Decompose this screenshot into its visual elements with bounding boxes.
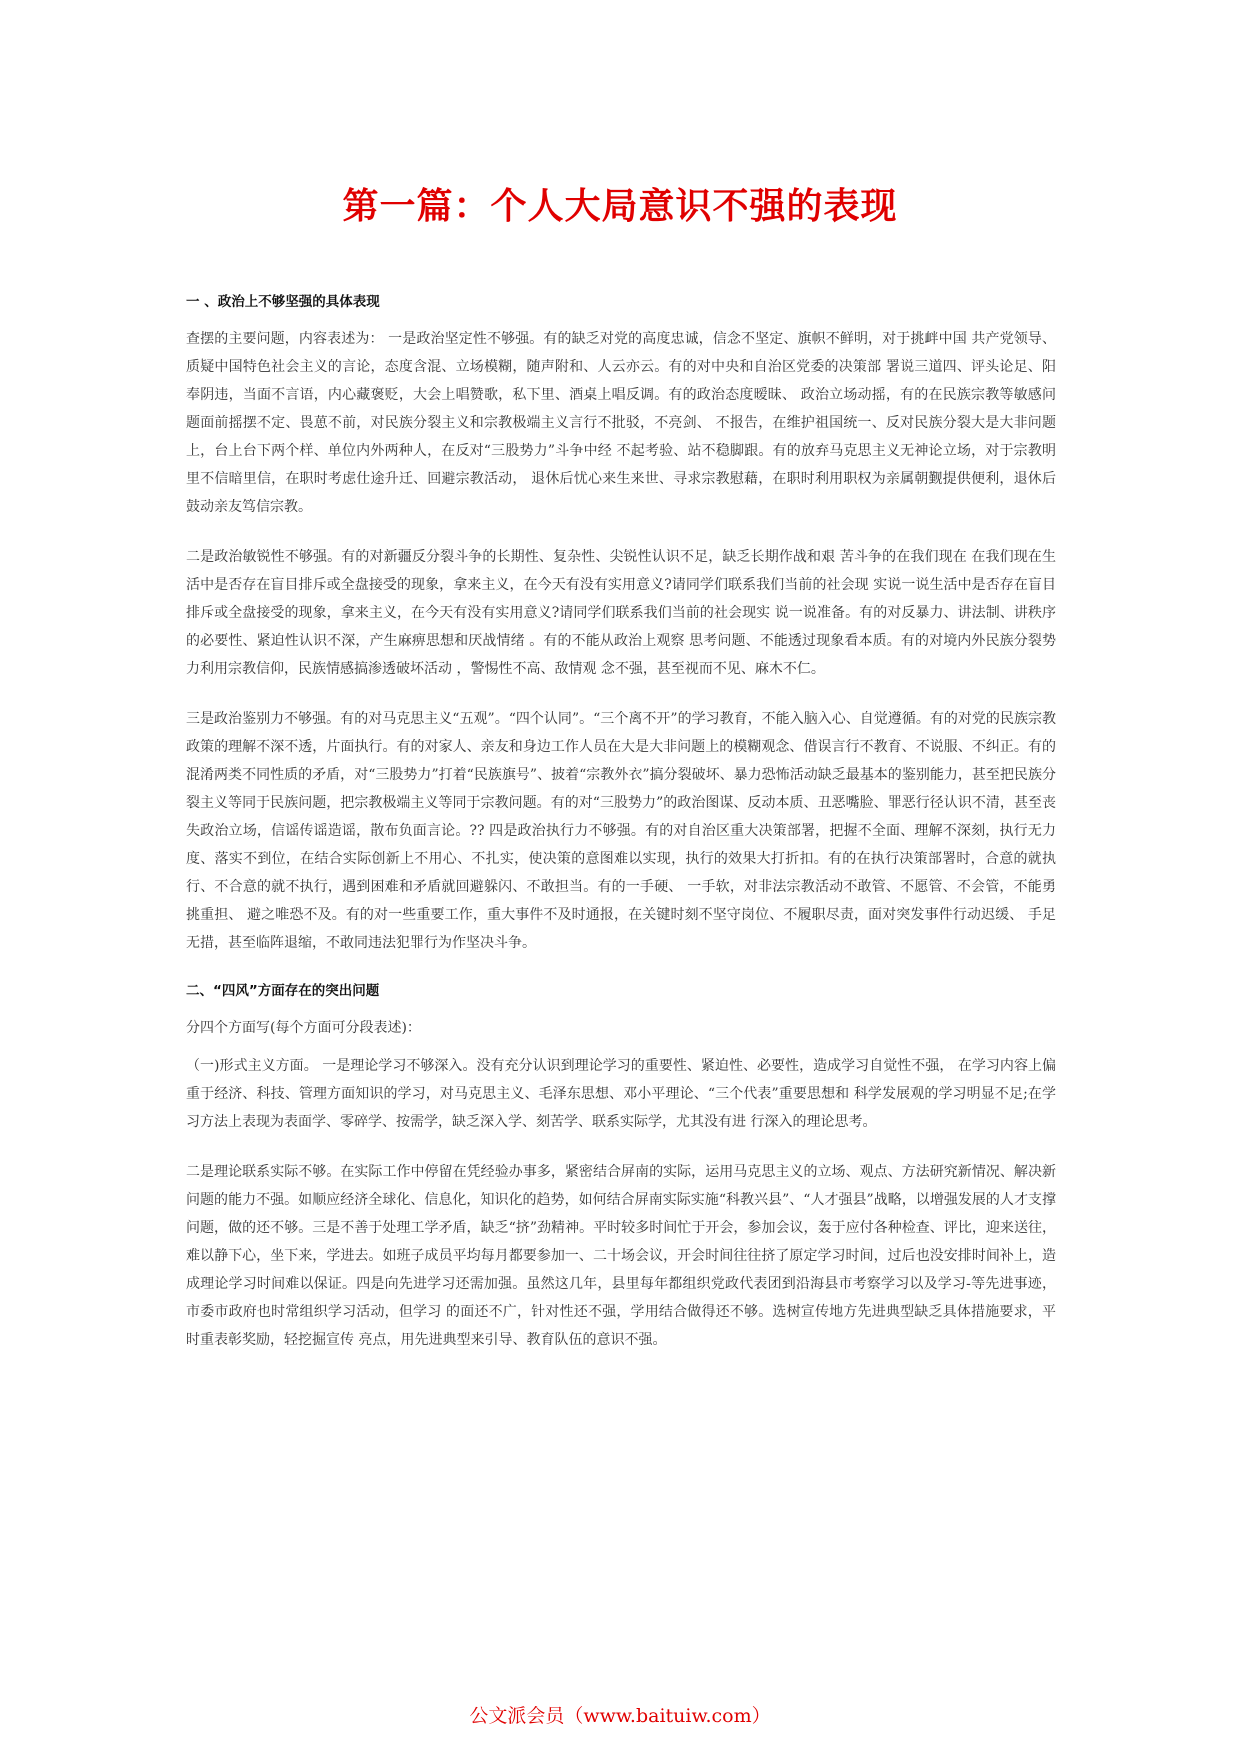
section-1-heading: 一 、政治上不够坚强的具体表现: [186, 294, 380, 310]
section-2-paragraph-1: 分四个方面写(每个方面可分段表述)：: [186, 1020, 421, 1036]
document-title: 第一篇：个人大局意识不强的表现: [342, 185, 898, 227]
section-2-heading: 二、“四风”方面存在的突出问题: [186, 983, 380, 999]
document-body: [186, 290, 1056, 1376]
section-1-paragraph-3: 三是政治鉴别力不够强。有的对马克思主义“五观”。“四个认同”。“三个离不开”的学习教育，不能入脑入心、自觉遵循。有的对党的民族宗教政策的理解不深不透，片面执行。有的对家人、亲友和身边工作人员在大是大非问题上的模糊观念、借误言行不教育、不说服、不纠正。有的混淆两类不同性质的矛盾，对“三股势力”打着“民族旗号”、披着“宗教外衣”搞分裂破坏、暴力恐怖活动缺乏最基本的鉴别能力，甚至把民族分裂主义等同于民族问题，把宗教极端主义等同于宗教问题。有的对“三股势力”的政治图谋、反动本质、丑恶嘴脸、罪恶行径认识不清，甚至丧失政治立场，信谣传谣造谣，散布负面言论。?? 四是政治执行力不够强。有的对自治区重大决策部署，把握不全面、理解不深刻，执行无力度、落实不到位，在结合实际创新上不用心、不扎实，使决策的意图难以实现，执行的效果大打折扣。有的在执行决策部署时，合意的就执行、不合意的就不执行，遇到困难和矛盾就回避躲闪、不敢担当。有的一手硬、 一手软，对非法宗教活动不敢管、不愿管、不会管，不能勇挑重担、 避之唯恐不及。有的对一些重要工作，重大事件不及时通报，在关键时刻不坚守岗位、不履职尽责，面对突发事件行动迟缓、 手足无措，甚至临阵退缩，不敢同违法犯罪行为作坚决斗争。: [186, 711, 1056, 951]
section-1-paragraph-2: 二是政治敏锐性不够强。有的对新疆反分裂斗争的长期性、复杂性、尖锐性认识不足，缺乏长期作战和艰 苦斗争的在我们现在 在我们现在生活中是否存在盲目排斥或全盘接受的现象，拿来主义，在今天有没有实用意义?请同学们联系我们当前的社会现 实说一说生活中是否存在盲目排斥或全盘接受的现象，拿来主义，在今天有没有实用意义?请同学们联系我们当前的社会现实 说一说准备。有的对反暴力、讲法制、讲秩序的必要性、紧迫性认识不深，产生麻痹思想和厌战情绪 。有的不能从政治上观察 思考问题、不能透过现象看本质。有的对境内外民族分裂势力利用宗教信仰，民族情感搞渗透破坏活动 ，警惕性不高、敌情观 念不强，甚至视而不见、麻木不仁。: [186, 549, 1056, 677]
footer-watermark: 公文派会员（www.baituiw.com）: [469, 1705, 771, 1727]
section-2-paragraph-3: 二是理论联系实际不够。在实际工作中停留在凭经验办事多，紧密结合屏南的实际，运用马克思主义的立场、观点、方法研究新情况、解决新问题的能力不强。如顺应经济全球化、信息化，知识化的趋势，如何结合屏南实际实施“科教兴县”、“人才强县”战略，以增强发展的人才支撑问题，做的还不够。三是不善于处理工学矛盾，缺乏“挤”劲精神。平时较多时间忙于开会，参加会议，轰于应付各种检查、评比，迎来送往，难以静下心，坐下来，学进去。如班子成员平均每月都要参加一、二十场会议，开会时间往往挤了原定学习时间，过后也没安排时间补上，造成理论学习时间难以保证。四是向先进学习还需加强。虽然这几年，县里每年都组织党政代表团到沿海县市考察学习以及学习-等先进事迹，市委市政府也时常组织学习活动，但学习 的面还不广，针对性还不强，学用结合做得还不够。选树宣传地方先进典型缺乏具体措施要求，平时重表彰奖励，轻挖掘宣传 亮点，用先进典型来引导、教育队伍的意识不强。: [186, 1164, 1056, 1348]
section-1-paragraph-1: 查摆的主要问题，内容表述为： 一是政治坚定性不够强。有的缺乏对党的高度忠诚，信念不坚定、旗帜不鲜明，对于挑衅中国 共产党领导、质疑中国特色社会主义的言论，态度含混、立场模糊，随声附和、人云亦云。有的对中央和自治区党委的决策部 署说三道四、评头论足、阳奉阴违，当面不言语，内心藏褒贬，大会上唱赞歌，私下里、酒桌上唱反调。有的政治态度暧昧、 政治立场动摇，有的在民族宗教等敏感问题面前摇摆不定、畏葸不前，对民族分裂主义和宗教极端主义言行不批驳，不亮剑、 不报告，在维护祖国统一、反对民族分裂大是大非问题上，台上台下两个样、单位内外两种人，在反对“三股势力”斗争中经 不起考验、站不稳脚跟。有的放弃马克思主义无神论立场，对于宗教明里不信暗里信，在职时考虑仕途升迁、回避宗教活动， 退休后忧心来生来世、寻求宗教慰藉，在职时利用职权为亲属朝觐提供便利，退休后鼓动亲友笃信宗教。: [186, 331, 1056, 515]
section-2-paragraph-2: （一)形式主义方面。 一是理论学习不够深入。没有充分认识到理论学习的重要性、紧迫性、必要性，造成学习自觉性不强， 在学习内容上偏重于经济、科技、管理方面知识的学习，对马克思主义、毛泽东思想、邓小平理论、“三个代表”重要思想和 科学发展观的学习明显不足;在学习方法上表现为表面学、零碎学、按需学，缺乏深入学、刻苦学、联系实际学，尤其没有进 行深入的理论思考。: [186, 1058, 1056, 1130]
